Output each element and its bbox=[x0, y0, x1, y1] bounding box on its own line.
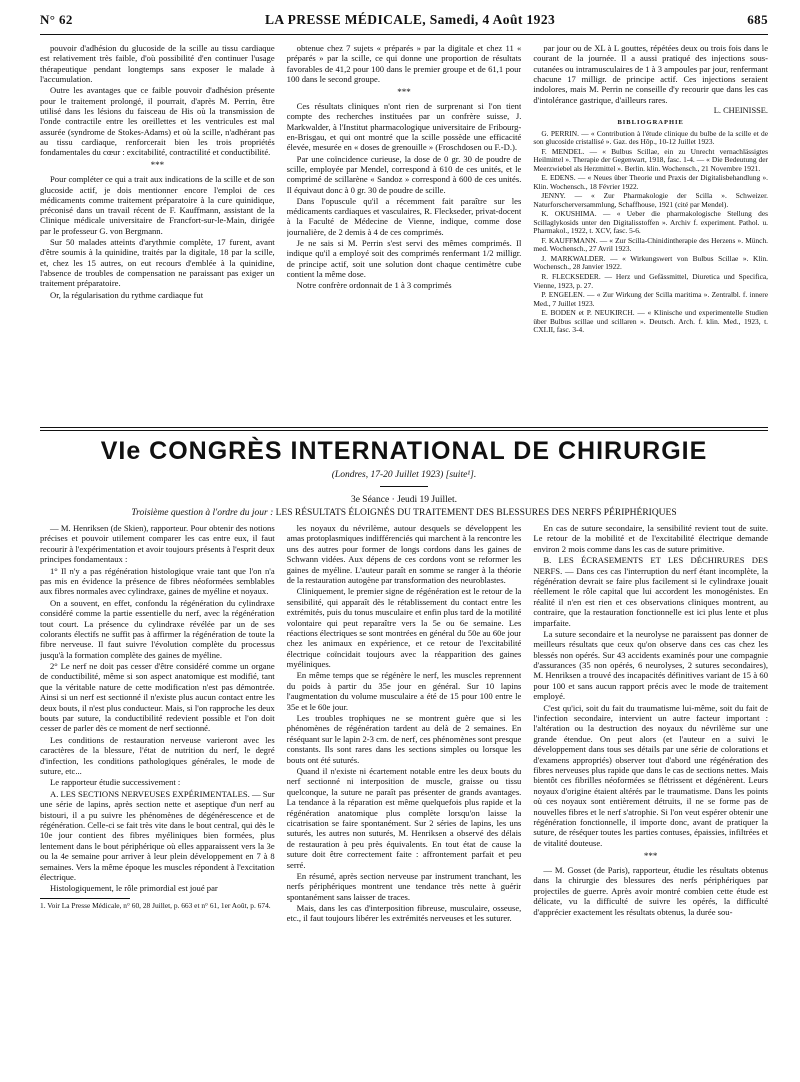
bibliography-entry: R. FLECKSEDER. — Herz und Gefässmittel, Diuretica und Specifica, Vienne, 1923, p. 27. bbox=[533, 272, 768, 290]
congress-subtitle: (Londres, 17-20 Juillet 1923) [suite¹]. bbox=[331, 470, 477, 480]
journal-title: LA PRESSE MÉDICALE, Samedi, 4 Août 1923 bbox=[264, 12, 556, 27]
paragraph: Quand il n'existe ni écartement notable entre les deux bouts du nerf sectionné ni interposition de muscle, graisse ou tissu quelconque, la suture ne paraît pas présenter de grands avantages. La tendance à la réparation est même quelquefois plus rapide et la régénération anatomique plus complète lorsqu'on laisse la cicatrisation se faire spontanément. Sur 2 séries de lapins, les uns suturés, les autres non suturés, M. Henriksen a observé des délais de restauration à peu près équivalents. En tout état de cause la suture doit être correctement faite : affrontement parfait et peu serré. bbox=[286, 765, 522, 870]
bibliography-entry: JENNY. — « Zur Pharmakologie der Scilla ». Schweizer. Naturforscherversammlung, Schaffhouse, 1921 (cité par Mendel). bbox=[533, 191, 768, 209]
asterism: *** bbox=[150, 160, 165, 171]
bibliography-heading: BIBLIOGRAPHIE bbox=[617, 118, 684, 126]
paragraph: En même temps que se régénère le nerf, les muscles reprennent du poids à partir du 35e jour en général. Sur 10 lapins l'augmentation du volume musculaire a été de 15 pour 100 entre le 35e et le 60e jour. bbox=[286, 670, 522, 712]
paragraph: 1° Il n'y a pas régénération histologique vraie tant que l'on n'a pas mis en évidence la présence de fibres néoformées semblables aux fibres normales avec cylindraxe, gaines de myéline et noyaux. bbox=[40, 565, 275, 597]
paragraph: Outre les avantages que ce faible pouvoir d'adhésion présente pour le traitement prolongé, il pourrait, d'après M. Perrin, être utilisé dans les lésions du faisceau de His où la transmission de l'onde contractile entre les oreillettes et les ventricules est mal assurée (syndrome de Stokes-Adams) et où la scille, n'adhérant pas au tissu cardiaque, renforcerait bien les trois propriétés fondamentales du cœur : excitabilité, contractilité et conductibilité. bbox=[40, 85, 275, 158]
paragraph: Le rapporteur étudie successivement : bbox=[50, 777, 181, 788]
paragraph: Mais, dans les cas d'interposition fibreuse, musculaire, osseuse, etc., il faut toujours libérer les extrémités nerveuses et les suturer. bbox=[286, 903, 522, 924]
issue-number: N° 62 bbox=[40, 12, 73, 27]
section-separator bbox=[40, 427, 768, 428]
short-divider bbox=[380, 486, 428, 487]
bibliography-entry: G. PERRIN. — « Contribution à l'étude clinique du bulbe de la scille et de son glucoside cristallisé ». Gaz. des Hôp., 10-12 Juillet 1923. bbox=[533, 128, 768, 147]
paragraph: — M. Gosset (de Paris), rapporteur, étudie les résultats obtenus dans la chirurgie des blessures des nerfs périphériques par projectiles de guerre. Après avoir montré combien cette étude est délicate, vu la difficulté de suivre les opérés, la difficulté d'apprécier exactement les résultats obtenus, la durée sou- bbox=[533, 864, 768, 917]
paragraph: Histologiquement, le rôle primordial est joué par bbox=[50, 883, 218, 894]
bottom-column-3 bbox=[533, 523, 768, 1071]
paragraph: Les troubles trophiques ne se montrent guère que si les phénomènes de régénération tardent au delà de 2 semaines. En réséquant sur le lapin 2-3 cm. de nerf, ces phénomènes sont presque constants. Ils sont rares dans les sections simples ou lorsque les bouts ont été suturés. bbox=[286, 713, 522, 765]
bibliography-entry: E. BODEN et P. NEUKIRCH. — « Klinische und experimentelle Studien über Bulbus scillae und scillaren ». Deutsch. Arch. f. klin. Med., 1923, t. CXLII, fasc. 3-4. bbox=[533, 308, 768, 335]
paragraph: Or, la régularisation du rythme cardiaque fut bbox=[50, 289, 204, 300]
paragraph: 2° Le nerf ne doit pas cesser d'être considéré comme un organe de conductibilité, même si son aspect anatomique est modifié, tant que la véritable nature de cette modification n'est pas démontrée. Ainsi si un nerf est sectionné il n'existe plus aucun contact entre les deux bouts, il n'est plus conducteur. Mais, si l'on rapproche les deux bouts par suture, la conductibilité redevient possible et l'on doit cesser de parler dès ce moment de nerf sectionné. bbox=[40, 661, 275, 734]
section-separator-thin bbox=[40, 430, 768, 431]
bibliography-entry: F. MENDEL. — « Bulbus Scillae, ein zu Unrecht vernachlässigtes Heilmittel ». Therapie der Gegenwart, 1918, fasc. 1-4. — « Die Bedeutung der Meerzwiebel als Herzmittel ». Berlin. klin. Wochensch., 21 Novembre 1921. bbox=[533, 146, 768, 173]
paragraph: — M. Henriksen (de Skien), rapporteur. Pour obtenir des notions précises et pouvoir utilement comparer les cas entre eux, il faut recourir à l'expérimentation et avoir toujours présents à l'esprit deux principes fondamentaux : bbox=[40, 523, 275, 565]
question-prefix: Troisième question à l'ordre du jour : bbox=[131, 508, 274, 518]
paragraph: B. LES ÉCRASEMENTS ET LES DÉCHIRURES DES NERFS. — Dans ces cas l'interruption du nerf étant incomplète, la régénération devrait se faire plus facilement si le cylindraxe jouait réellement le rôle capital que lui accordent les monogénistes. En réalité il n'en est rien et ces observations cliniques montrent, au contraire, que la restauration fonctionnelle est ici plus lente et plus imparfaite. bbox=[533, 555, 768, 628]
question-heading bbox=[40, 508, 768, 518]
paragraph: En résumé, après section nerveuse par instrument tranchant, les nerfs périphériques montrent une tendance très nette à guérir spontanément sans laisser de traces. bbox=[286, 870, 522, 902]
top-column-2 bbox=[287, 43, 522, 421]
footnote-rule bbox=[40, 898, 130, 899]
bibliography-entry: K. OKUSHIMA. — « Ueber die pharmakologische Stellung des Scillaglykosids unter den Digitalisstoffen ». Archiv f. experiment. Pathol. u. Pharmakol., 1922, t. XCV, fasc. 5-6. bbox=[533, 209, 768, 236]
paragraph: Dans l'opuscule qu'il a récemment fait paraître sur les médicaments cardiaques et vasculaires, R. Fleckseder, privat-docent à la Faculté de Médecine de Vienne, indique, comme dose journalière, de 2 demis à 4 de ces comprimés. bbox=[286, 195, 522, 237]
bottom-column-2 bbox=[287, 523, 522, 1071]
paragraph: par jour ou de XL à L gouttes, répétées deux ou trois fois dans le courant de la journée. Il a aussi pratiqué des injections sous-cutanées ou intramusculaires de 1 à 3 ampoules par jour, renfermant chacune 17 milligr. de principe actif. Ces injections seraient indolores, mais M. Perrin ne conseille d'y recourir que dans les cas d'intolérance gastrique, d'ailleurs rares. bbox=[533, 43, 768, 105]
paragraph: La suture secondaire et la neurolyse ne paraissent pas donner de meilleurs résultats que ceux qu'on observe dans ces cas chez les blessés non opérés. Sur 43 accidents examinés pour une compagnie d'assurances (35 non opérés, 6 neurolyses, 2 sutures secondaires), M. Henriksen a trouvé des incapacités définitives variant de 15 à 60 pour 100 et sans aucun rapport précis avec le mode de traitement employé. bbox=[533, 628, 768, 702]
congress-title: VIe CONGRÈS INTERNATIONAL DE CHIRURGIE bbox=[100, 437, 708, 465]
paragraph: les noyaux du névrilème, autour desquels se développent les amas protoplasmiques indifférenciés qui marchent à la rencontre les uns des autres pour former de longs cordons dans les gaines de Schwann vidées. Aux dépens de ces cordons vont se reformer les gaines de myéline. L'auteur paraît en somme se ranger à la théorie de la restauration autogène par transformation des neuroblastes. bbox=[286, 523, 522, 585]
paragraph: A. LES SECTIONS NERVEUSES EXPÉRIMENTALES. — Sur une série de lapins, après section nette et aseptique d'un nerf au bistouri, il a pu suivre les phénomènes de dégénérescence et de régénération. Celle-ci se fait très vite dans le bout central, qui dès le 10e jour contient des fibres myéliniques bien formées, plus lentement dans le bout périphérique où elles apparaissent vers la 3e ou la 4e semaine pour arriver à leur plein développement en 7 à 8 semaines. Vers la même époque les muscles répondent à l'excitation électrique. bbox=[40, 788, 275, 882]
paragraph: pouvoir d'adhésion du glucoside de la scille au tissu cardiaque est relativement très faible, d'où possibilité d'en continuer l'usage thérapeutique pendant longtemps sans exposer le malade à l'accumulation. bbox=[40, 43, 275, 84]
top-column-3 bbox=[533, 43, 768, 421]
paragraph: Par une coïncidence curieuse, la dose de 0 gr. 30 de poudre de scille, employée par Mendel, correspond à 610 de ces unités, et le comprimé de scillarène « Sandoz » correspond à 600 de ces unités. Il équivaut donc à 0 gr. 30 de poudre de scille. bbox=[286, 153, 522, 195]
page-number: 685 bbox=[747, 12, 768, 27]
bibliography-entry: F. KAUFFMANN. — « Zur Scilla-Chinidintherapie des Herzens ». Münch. med. Wochensch., 27 Avril 1923. bbox=[533, 235, 768, 254]
top-article bbox=[40, 43, 768, 421]
bibliography-entry: J. MARKWALDER. — « Wirkungswert von Bulbus Scillae ». Klin. Wochensch., 28 Janvier 1922. bbox=[533, 253, 768, 272]
asterism: *** bbox=[643, 851, 658, 862]
paragraph: Pour compléter ce qui a trait aux indications de la scille et de son glucoside actif, je dois mentionner encore l'emploi de ces médicaments comme traitement préparatoire à la cure quinidique, préconisé dans un travail récent de F. Kauffmann, assistant de la Clinique médicale universitaire de Francfort-sur-le-Main, dirigée par le professeur G. von Bergmann. bbox=[40, 174, 275, 236]
author-signature: L. CHEINISSE. bbox=[713, 105, 768, 115]
footnote: 1. Voir La Presse Médicale, n° 60, 28 Juillet, p. 663 et n° 61, 1er Août, p. 674. bbox=[40, 900, 271, 910]
page-header bbox=[40, 12, 768, 28]
question-title: LES RÉSULTATS ÉLOIGNÉS DU TRAITEMENT DES BLESSURES DES NERFS PÉRIPHÉRIQUES bbox=[275, 508, 677, 518]
paragraph: Sur 50 malades atteints d'arythmie complète, 17 furent, avant d'être soumis à la quinidine, traités par la digitale, 18 par la scille, et, chez les 15 autres, on eut recours d'emblée à la quinidine, l'absence de troubles de compensation ne paraissant pas exiger un traitement préparatoire. bbox=[40, 237, 275, 289]
asterism: *** bbox=[397, 87, 411, 98]
bottom-column-1 bbox=[40, 523, 275, 1071]
top-column-1 bbox=[40, 43, 275, 421]
congress-article bbox=[40, 523, 768, 1071]
paragraph: C'est qu'ici, soit du fait du traumatisme lui-même, soit du fait de l'infection secondaire, intervient un autre facteur important : l'altération ou la destruction des noyaux du névrilème sur une grande étendue. On peut alors (et l'auteur en a suivi le développement dans tous ses détails par une série de colorations et d'examens appropriés) observer tout d'abord une régénération des fibres nerveuses plus rapide que dans le cas de sections nettes. Mais bientôt ces fibrilles néoformées se flétrissent et dégénèrent. Leurs noyaux d'origine étaient altérés par le traumatisme. Dans les points où ces noyaux sont entièrement détruits, il ne se forme pas de nouvelles fibres et le nerf s'atrophie. Si l'on veut espérer obtenir une régénération fonctionnelle, il importe donc, avant de pratiquer la suture, de réséquer toutes les parties contuses, épaissies, infiltrées et de vitalité douteuse. bbox=[533, 702, 768, 848]
session-heading: 3e Séance · Jeudi 19 Juillet. bbox=[350, 495, 458, 505]
bibliography-entry: E. EDENS. — « Neues über Theorie und Praxis der Digitalisbehandlung ». Klin. Wochensch., 18 Février 1922. bbox=[533, 173, 768, 191]
paragraph: Notre confrère ordonnait de 1 à 3 comprimés bbox=[296, 280, 452, 291]
paragraph: Cliniquement, le premier signe de régénération est le retour de la sensibilité, qui apparaît dès le rétablissement du contact entre les extrémités, puis du tonus musculaire et enfin plus tard de la motilité volontaire qui peut reparaître vers la 5e ou 6e semaine. Les réactions électriques se sont montrées en général du 50e au 60e jour chez les animaux en expérience, et ce retour de l'excitabilité électrique coïncidait toujours avec la réapparition des gaines myéliniques. bbox=[286, 586, 522, 670]
paragraph: Les conditions de restauration nerveuse varieront avec les caractères de la blessure, l'état de nutrition du nerf, le degré d'infection, les conditions pathologiques générales, le mode de suture, etc... bbox=[40, 734, 275, 776]
paragraph: Je ne sais si M. Perrin s'est servi des mêmes comprimés. Il indique qu'il a employé soit des comprimés renfermant 1/2 milligr. de principe actif, soit une solution dont chaque centimètre cube contient la même dose. bbox=[286, 238, 522, 280]
paragraph: En cas de suture secondaire, la sensibilité revient tout de suite. Le retour de la mobilité et de l'excitabilité électrique demande environ 2 mois comme dans les cas de suture primitive. bbox=[533, 523, 768, 554]
header-rule bbox=[40, 34, 768, 35]
paragraph: Ces résultats cliniques n'ont rien de surprenant si l'on tient compte des recherches instituées par un confrère suisse, J. Markwalder, à l'Institut pharmacologique universitaire de Fribourg-en-Brisgau, et qui ont montré que la scille possède une efficacité élevée, mesurée en « doses de grenouille » (Froschdosen ou F.-D.). bbox=[286, 101, 522, 153]
paragraph: On a souvent, en effet, confondu la régénération du cylindraxe considéré comme la partie essentielle du nerf, avec la régénération tout court. La présence du cylindraxe révélée par un de ses colorants électifs ne suffit pas à affirmer la régénération de toute la fibre nerveuse. Il faut suivre l'évolution complète du processus jusqu'à la formation complète des gaines de myéline. bbox=[40, 597, 275, 660]
paragraph: obtenue chez 7 sujets « préparés » par la digitale et chez 11 « préparés » par la scille, ce qui donne une proportion de résultats favorables de 41,2 pour 100 dans le premier groupe et de 61,1 pour 100 dans le second groupe. bbox=[286, 43, 522, 84]
bibliography-entry: P. ENGELEN. — « Zur Wirkung der Scilla maritima ». Zentralbl. f. innere Med., 7 Juillet 1923. bbox=[533, 290, 768, 308]
